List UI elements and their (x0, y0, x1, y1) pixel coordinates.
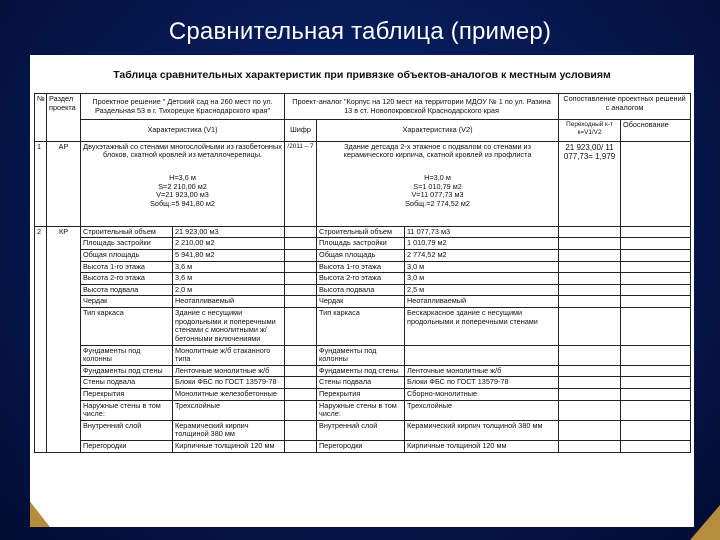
row-ar-v2-v: V=11 077,73 м3 (411, 190, 464, 200)
detail-value-v1: Трехслойные (173, 400, 285, 420)
detail-param-v1: Высота 2-го этажа (81, 273, 173, 285)
detail-param-v1: Наружные стены в том числе: (81, 400, 173, 420)
detail-cipher (285, 308, 317, 345)
detail-value-v1: Монолитные ж/б стаканного типа (173, 345, 285, 365)
detail-cipher (285, 388, 317, 400)
header-row-1 (35, 94, 691, 120)
detail-param-v2: Наружные стены в том числе: (317, 400, 405, 420)
detail-justification (621, 400, 691, 420)
detail-justification (621, 388, 691, 400)
table-row (35, 420, 691, 440)
detail-param-v1: Фундаменты под колонны (81, 345, 173, 365)
detail-justification (621, 345, 691, 365)
coef-header: Переходный к-т к=V1/V2 (559, 120, 621, 142)
detail-value-v1: 2,0 м (173, 284, 285, 296)
char-v1-header: Характеристика (V1) (81, 120, 285, 142)
detail-value-v2: Сборно-монолитные (405, 388, 559, 400)
detail-coef (559, 273, 621, 285)
detail-value-v2: Кирпичные толщиной 120 мм (405, 441, 559, 453)
detail-cipher (285, 345, 317, 365)
char-v2-header: Характеристика (V2) (317, 120, 559, 142)
detail-param-v1: Фундаменты под стены (81, 365, 173, 377)
detail-value-v2: Ленточные монолитные ж/б (405, 365, 559, 377)
detail-value-v1: Неотапливаемый (173, 296, 285, 308)
detail-coef (559, 284, 621, 296)
detail-value-v2: 2,5 м (405, 284, 559, 296)
detail-param-v2: Чердак (317, 296, 405, 308)
num-header: № (35, 94, 47, 142)
detail-cipher (285, 226, 317, 238)
detail-param-v2: Общая площадь (317, 250, 405, 262)
document-page (30, 55, 694, 527)
detail-param-v2: Стены подвала (317, 377, 405, 389)
row-ar-v2-h: Н=3,0 м (424, 173, 451, 183)
detail-justification (621, 250, 691, 262)
detail-justification (621, 238, 691, 250)
detail-coef (559, 345, 621, 365)
row-ar-cipher: /2011 – 7 (285, 141, 317, 226)
table-row (35, 296, 691, 308)
table-row (35, 441, 691, 453)
table-row (35, 238, 691, 250)
table-row (35, 388, 691, 400)
detail-value-v2: Блоки ФБС по ГОСТ 13579-78 (405, 377, 559, 389)
row-ar-justification (621, 141, 691, 226)
detail-param-v1: Перегородки (81, 441, 173, 453)
row-ar-v2 (317, 141, 559, 226)
detail-param-v1: Высота 1-го этажа (81, 261, 173, 273)
detail-cipher (285, 284, 317, 296)
detail-value-v2: 2 774,52 м2 (405, 250, 559, 262)
detail-value-v1: Ленточные монолитные ж/б (173, 365, 285, 377)
table-row (35, 308, 691, 345)
detail-cipher (285, 238, 317, 250)
detail-justification (621, 308, 691, 345)
table-row (35, 345, 691, 365)
row-ar-section: АР (47, 141, 81, 226)
table-row (35, 261, 691, 273)
decor-corner-left (30, 499, 50, 527)
detail-param-v1: Площадь застройки (81, 238, 173, 250)
table-row (35, 365, 691, 377)
row-ar-v2-s: S=1 010,79 м2 (413, 181, 462, 191)
detail-param-v1: Стены подвала (81, 377, 173, 389)
row-ar-v1-v: V=21 923,00 м3 (156, 190, 209, 200)
detail-justification (621, 296, 691, 308)
table-row (35, 284, 691, 296)
detail-value-v1: Блоки ФБС по ГОСТ 13579-78 (173, 377, 285, 389)
detail-coef (559, 388, 621, 400)
detail-param-v2: Высота подвала (317, 284, 405, 296)
detail-cipher (285, 420, 317, 440)
detail-justification (621, 226, 691, 238)
detail-param-v2: Перекрытия (317, 388, 405, 400)
detail-cipher (285, 400, 317, 420)
comparison-table (34, 93, 691, 453)
detail-param-v2: Перегородки (317, 441, 405, 453)
detail-value-v1: 21 923,00 м3 (173, 226, 285, 238)
detail-coef (559, 226, 621, 238)
detail-param-v2: Внутренний слой (317, 420, 405, 440)
detail-cipher (285, 441, 317, 453)
detail-value-v1: 5 941,80 м2 (173, 250, 285, 262)
detail-value-v1: Монолитные железобетонные (173, 388, 285, 400)
detail-param-v1: Высота подвала (81, 284, 173, 296)
detail-value-v1: 3,6 м (173, 273, 285, 285)
detail-coef (559, 400, 621, 420)
slide-title: Сравнительная таблица (пример) (168, 18, 552, 45)
decor-corner-right (690, 505, 720, 540)
detail-justification (621, 420, 691, 440)
detail-param-v1: Тип каркаса (81, 308, 173, 345)
document-title: Таблица сравнительных характеристик при привязке объектов-аналогов к местным условиям (113, 69, 611, 81)
detail-value-v1: Здание с несущими продольными и поперечными стенами с монолитными ж/бетонными включениями (173, 308, 285, 345)
detail-value-v2: 11 077,73 м3 (405, 226, 559, 238)
detail-param-v2: Фундаменты под стены (317, 365, 405, 377)
cipher-header: Шифр (285, 120, 317, 142)
detail-justification (621, 261, 691, 273)
row-ar-v1 (81, 141, 285, 226)
detail-coef (559, 420, 621, 440)
detail-param-v1: Строительный объем (81, 226, 173, 238)
row-ar-v1-sobsh: Sобщ.=5 941,80 м2 (150, 198, 215, 208)
detail-cipher (285, 296, 317, 308)
detail-value-v2: 1 010,79 м2 (405, 238, 559, 250)
detail-cipher (285, 250, 317, 262)
detail-param-v1: Чердак (81, 296, 173, 308)
detail-value-v2: Керамический кирпич толщиной 380 мм (405, 420, 559, 440)
detail-value-v2: Неотапливаемый (405, 296, 559, 308)
detail-param-v1: Внутренний слой (81, 420, 173, 440)
detail-coef (559, 296, 621, 308)
detail-coef (559, 441, 621, 453)
detail-justification (621, 441, 691, 453)
detail-value-v2: 3,0 м (405, 261, 559, 273)
detail-cipher (285, 377, 317, 389)
detail-value-v2: Бескаркасное здание с несущими продольными и поперечными стенами (405, 308, 559, 345)
detail-value-v1: Керамический кирпич толщиной 380 мм (173, 420, 285, 440)
detail-param-v2: Площадь застройки (317, 238, 405, 250)
row-ar-num: 1 (35, 141, 47, 226)
detail-coef (559, 365, 621, 377)
row-kr-section: КР (47, 226, 81, 452)
detail-cipher (285, 261, 317, 273)
detail-value-v1: Кирпичные толщиной 120 мм (173, 441, 285, 453)
detail-param-v2: Тип каркаса (317, 308, 405, 345)
row-ar-v1-s: S=2 210,00 м2 (158, 181, 207, 191)
table-row (35, 226, 691, 238)
detail-coef (559, 250, 621, 262)
analog-header: Проект-аналог "Корпус на 120 мест на территории МДОУ № 1 по ул. Разина 13 в ст. Новопокровской Краснодарского края (285, 94, 559, 120)
detail-cipher (285, 365, 317, 377)
detail-value-v2: 3,0 м (405, 273, 559, 285)
detail-justification (621, 365, 691, 377)
detail-param-v2: Высота 2-го этажа (317, 273, 405, 285)
detail-value-v2 (405, 345, 559, 365)
detail-justification (621, 284, 691, 296)
project-solution-header: Проектное решение " Детский сад на 260 мест по ул. Раздельная 53 в г. Тихорецке Краснодарского края" (81, 94, 285, 120)
table-row (35, 400, 691, 420)
row-ar (35, 141, 691, 226)
justification-header: Обоснование (621, 120, 691, 142)
detail-param-v1: Общая площадь (81, 250, 173, 262)
detail-param-v2: Строительный объем (317, 226, 405, 238)
detail-coef (559, 238, 621, 250)
detail-param-v2: Фундаменты под колонны (317, 345, 405, 365)
detail-value-v1: 3,6 м (173, 261, 285, 273)
detail-justification (621, 273, 691, 285)
section-header: Раздел проекта (47, 94, 81, 142)
detail-coef (559, 308, 621, 345)
row-ar-v1-text: Двухэтажный со стенами многослойными из газобетонных блоков, скатной кровлей из металлочерепицы. (83, 141, 282, 160)
detail-param-v1: Перекрытия (81, 388, 173, 400)
table-row (35, 273, 691, 285)
detail-param-v2: Высота 1-го этажа (317, 261, 405, 273)
detail-coef (559, 377, 621, 389)
header-row-2 (35, 120, 691, 142)
detail-cipher (285, 273, 317, 285)
row-ar-v2-text: Здание детсада 2-х этажное с подвалом со стенами из керамического кирпича, скатной кровлей из профлиста (343, 141, 532, 160)
detail-value-v1: 2 210,00 м2 (173, 238, 285, 250)
table-row (35, 377, 691, 389)
comparison-header: Сопоставление проектных решений с аналогом (559, 94, 691, 120)
table-row (35, 250, 691, 262)
row-ar-v1-h: Н=3,6 м (169, 173, 196, 183)
detail-justification (621, 377, 691, 389)
detail-coef (559, 261, 621, 273)
row-kr-num: 2 (35, 226, 47, 452)
row-ar-coef: 21 923,00/ 11 077,73= 1,979 (559, 141, 621, 226)
row-ar-v2-sobsh: Sобщ.=2 774,52 м2 (405, 198, 470, 208)
detail-value-v2: Трехслойные (405, 400, 559, 420)
